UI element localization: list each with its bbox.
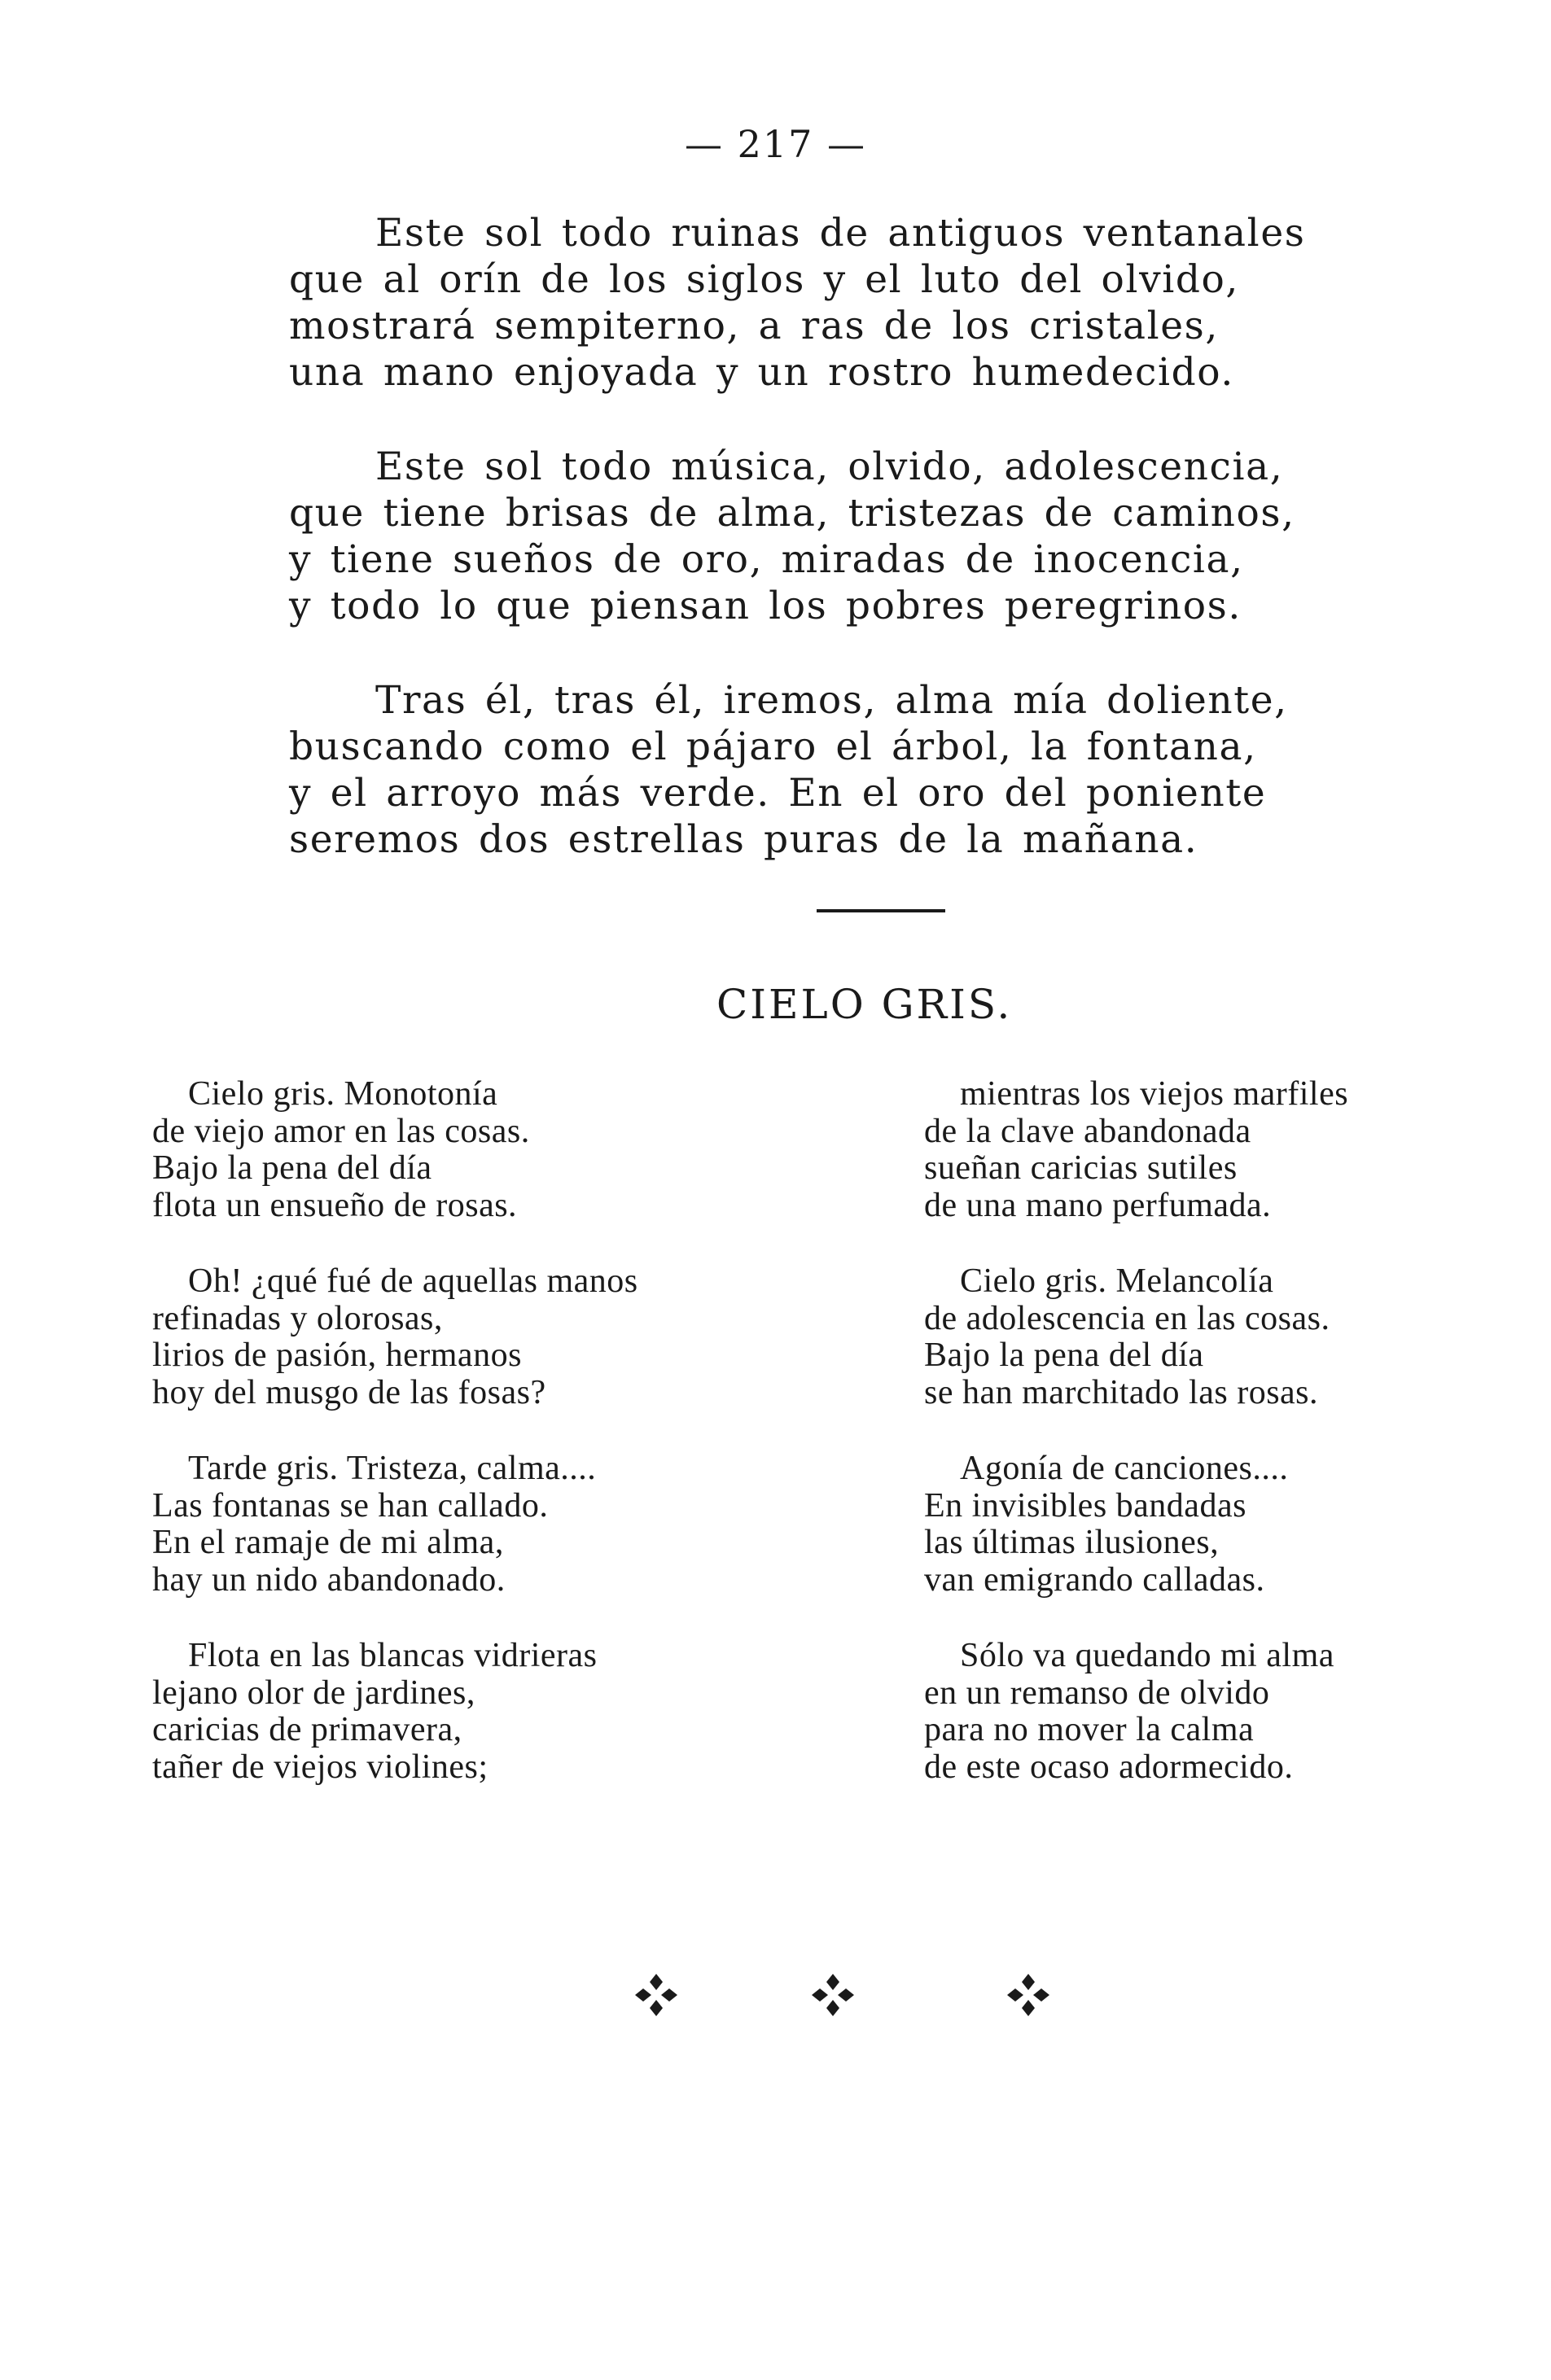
verse-line: de una mano perfumada. (924, 1186, 1272, 1224)
page-number: — 217 — (684, 122, 867, 166)
verse-line: sueñan caricias sutiles (924, 1149, 1238, 1187)
four-diamond-fleuron-icon (810, 1972, 856, 2018)
section-divider (817, 909, 945, 912)
verse-line: flota un ensueño de rosas. (152, 1186, 518, 1224)
verse-line: las últimas ilusiones, (924, 1524, 1220, 1561)
verse-line: y tiene sueños de oro, miradas de inocencia, (289, 537, 1244, 582)
stanza (289, 444, 1295, 629)
verse-line: Este sol todo ruinas de antiguos ventanales (375, 211, 1306, 256)
left-column (152, 1076, 738, 1825)
verse-line: En el ramaje de mi alma, (152, 1524, 504, 1561)
four-diamond-fleuron-icon (1006, 1972, 1051, 2018)
verse-line: hay un nido abandonado. (152, 1560, 506, 1599)
stanza (152, 1638, 738, 1786)
verse-line: Sólo va quedando mi alma (960, 1637, 1334, 1674)
verse-line: de la clave abandonada (924, 1112, 1251, 1150)
verse-line: refinadas y olorosas, (152, 1299, 443, 1337)
verse-line: que tiene brisas de alma, tristezas de caminos, (289, 491, 1295, 536)
verse-line: Agonía de canciones.... (960, 1450, 1289, 1487)
verse-line: de este ocaso adormecido. (924, 1748, 1294, 1786)
verse-line: se han marchitado las rosas. (924, 1373, 1319, 1411)
poem-title: CIELO GRIS. (716, 981, 1013, 1028)
stanza (924, 1638, 1510, 1786)
verse-line: tañer de viejos violines; (152, 1748, 489, 1786)
verse-line: Bajo la pena del día (152, 1149, 432, 1187)
stanza (924, 1263, 1510, 1411)
right-column (924, 1076, 1510, 1825)
verse-line: caricias de primavera, (152, 1711, 462, 1748)
verse-line: Cielo gris. Monotonía (188, 1075, 498, 1113)
verse-line: mostrará sempiterno, a ras de los cristales, (289, 304, 1219, 348)
verse-line: en un remanso de olvido (924, 1673, 1270, 1712)
verse-line: Bajo la pena del día (924, 1337, 1204, 1374)
verse-line: para no mover la calma (924, 1711, 1255, 1748)
ornament-row (0, 1972, 1551, 2037)
verse-line: de adolescencia en las cosas. (924, 1299, 1330, 1337)
verse-line: y el arroyo más verde. En el oro del poniente (289, 771, 1267, 816)
stanza (152, 1450, 738, 1599)
verse-line: lejano olor de jardines, (152, 1673, 475, 1712)
stanza (152, 1263, 738, 1411)
verse-line: de viejo amor en las cosas. (152, 1112, 530, 1150)
verse-line: buscando como el pájaro el árbol, la fontana, (289, 724, 1257, 769)
stanza (289, 210, 1306, 396)
stanza (152, 1076, 738, 1224)
stanza (924, 1076, 1510, 1224)
top-poem (289, 210, 1306, 911)
verse-line: Cielo gris. Melancolía (960, 1262, 1274, 1300)
stanza (289, 677, 1290, 863)
verse-line: Este sol todo música, olvido, adolescencia, (375, 444, 1284, 489)
verse-line: lirios de pasión, hermanos (152, 1337, 522, 1374)
verse-line: van emigrando calladas. (924, 1560, 1265, 1599)
stanza (924, 1450, 1510, 1599)
verse-line: hoy del musgo de las fosas? (152, 1373, 546, 1411)
verse-line: seremos dos estrellas puras de la mañana. (289, 817, 1198, 862)
verse-line: Las fontanas se han callado. (152, 1486, 549, 1525)
verse-line: y todo lo que piensan los pobres peregrinos. (289, 584, 1242, 628)
four-diamond-fleuron-icon (633, 1972, 679, 2018)
verse-line: mientras los viejos marfiles (960, 1075, 1349, 1113)
verse-line: que al orín de los siglos y el luto del olvido, (289, 257, 1239, 302)
verse-line: Tras él, tras él, iremos, alma mía doliente, (375, 678, 1288, 723)
verse-line: una mano enjoyada y un rostro humedecido. (289, 350, 1234, 395)
verse-line: Oh! ¿qué fué de aquellas manos (188, 1262, 638, 1300)
verse-line: Tarde gris. Tristeza, calma.... (188, 1450, 597, 1487)
verse-line: Flota en las blancas vidrieras (188, 1637, 598, 1674)
verse-line: En invisibles bandadas (924, 1486, 1246, 1525)
